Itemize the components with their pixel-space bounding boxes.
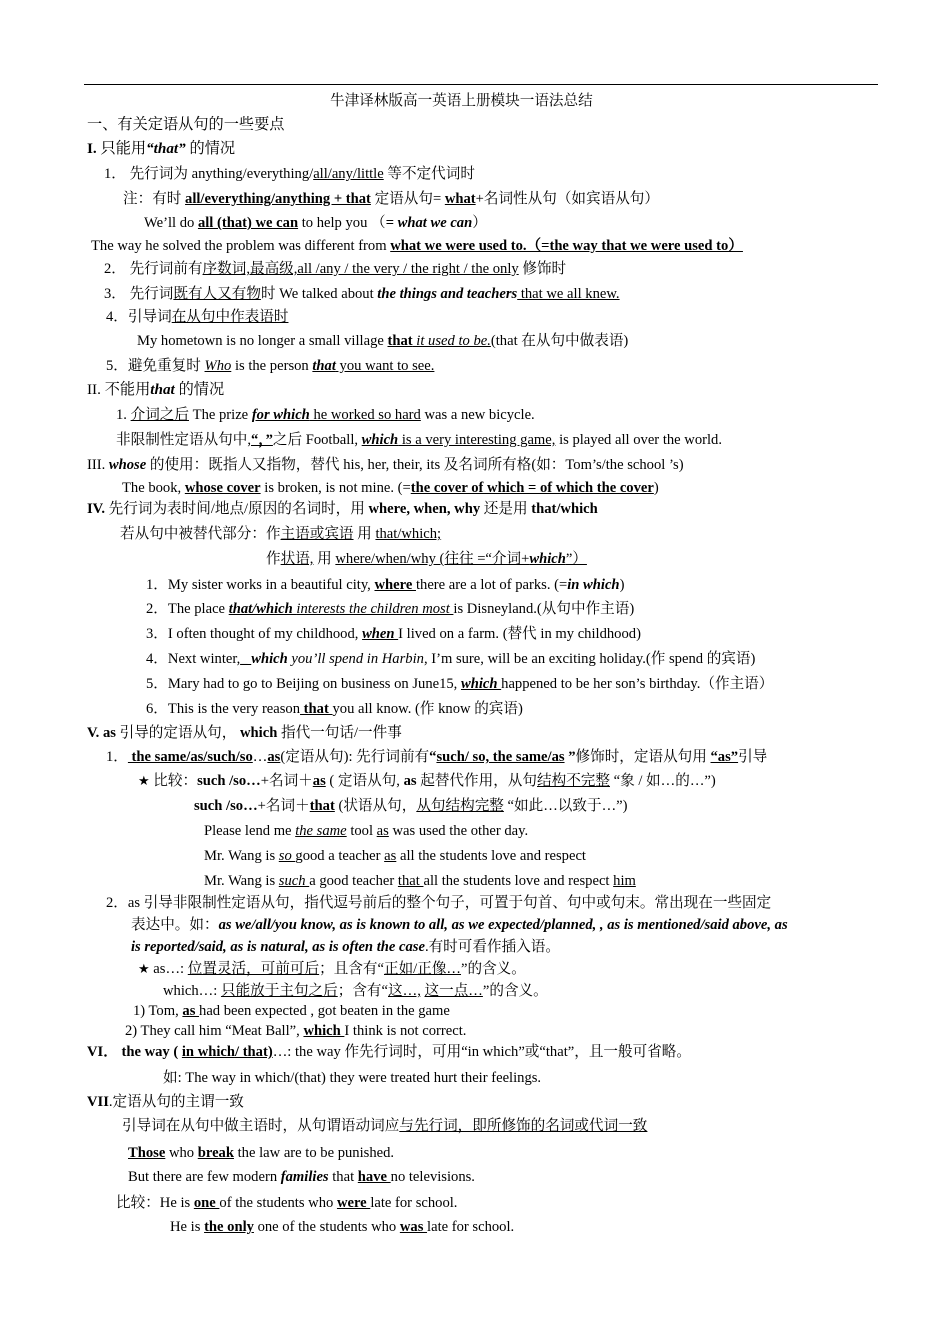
- example-18: He is the only one of the students who was late for school.: [170, 1219, 515, 1235]
- rule-2-2: 非限制性定语从句中,“，”之后 Football, which is a very interesting game, is played all over the world.: [116, 432, 722, 448]
- example-10: 6．This is the very reason that you all know. (作 know 的宾语): [146, 701, 523, 717]
- star-icon: ★: [138, 774, 150, 789]
- rule-1-4: 4．引导词在从句中作表语时: [106, 309, 289, 325]
- example-16: But there are few modern families that have no televisions.: [128, 1169, 475, 1185]
- rule-1-note: 注：有时 all/everything/anything + that 定语从句= what+名词性从句（如宾语从句）: [123, 191, 659, 207]
- rule-5-compare: ★ 比较：such /so…+名词＋as ( 定语从句, as 起替代作用，从句结构不完整 “象 / 如…的…”): [138, 773, 716, 789]
- rule-5-2-cont-2: is reported/said, as is natural, as is often the case.有时可看作插入语。: [131, 939, 560, 955]
- example-13: Mr. Wang is such a good teacher that all the students love and respect him: [204, 873, 636, 889]
- rule-4-sub2: 作状语, 用 where/when/why (往往 =“介词+which”）: [266, 551, 587, 567]
- page-title: 牛津译林版高一英语上册模块一语法总结: [330, 93, 593, 109]
- example-14: 如: The way in which/(that) they were treated hurt their feelings.: [163, 1070, 542, 1086]
- example-9: 5．Mary had to go to Beijing on business on June15, which happened to be her son’s birthday.（作主语）: [146, 676, 774, 692]
- rule-5-as: ★ as…: 位置灵活，可前可后；且含有“正如/正像…”的含义。: [138, 961, 526, 977]
- example-8: 4．Next winter,_ which you’ll spend in Harbin, I’m sure, will be an exciting holiday.(作 spend 的宾语): [146, 651, 756, 667]
- exercise-1: 1) Tom, as had been expected , got beaten in the game: [133, 1003, 450, 1019]
- rule-5-which: which…: 只能放于主句之后；含有“这…, 这一点…”的含义。: [163, 983, 548, 999]
- rule-1-2: 2． 先行词前有序数词,最高级,all /any / the very / the right / the only 修饰时: [104, 261, 567, 277]
- rule-5-1: 1． the same/as/such/so…as(定语从句): 先行词前有“such/ so, the same/as ”修饰时，定语从句用 “as”引导: [106, 749, 768, 765]
- rule-5-compare-2: such /so…+名词＋that (状语从句，从句结构完整 “如此…以致于…”): [194, 798, 628, 814]
- heading-5: V. as 引导的定语从句， which 指代一句话/一件事: [87, 725, 402, 741]
- star-icon: ★: [138, 962, 150, 977]
- rule-5-2-cont: 表达中。如：as we/all/you know, as is known to all, as we expected/planned, , as is mentioned/said above, as: [131, 917, 788, 933]
- example-12: Mr. Wang is so good a teacher as all the students love and respect: [204, 848, 586, 864]
- rule-4-sub1: 若从句中被替代部分：作主语或宾语 用 that/which;: [120, 526, 442, 542]
- rule-2-1: 1. 介词之后 The prize for which he worked so hard was a new bicycle.: [116, 407, 535, 423]
- example-7: 3．I often thought of my childhood, when I lived on a farm. (替代 in my childhood): [146, 626, 641, 642]
- heading-4: IV. 先行词为表时间/地点/原因的名词时，用 where, when, why 还是用 that/which: [87, 501, 598, 517]
- heading-3: III. whose 的使用：既指人又指物，替代 his, her, their, its 及名词所有格(如：Tom’s/the school ’s): [87, 457, 684, 473]
- rule-5-2: 2．as 引导非限制性定语从句，指代逗号前后的整个句子，可置于句首、句中或句末。常出现在一些固定: [106, 895, 772, 911]
- example-6: 2．The place that/which interests the children most is Disneyland.(从句中作主语): [146, 601, 635, 617]
- section-title: 一、有关定语从句的一些要点: [87, 116, 285, 133]
- example-17: 比较：He is one of the students who were late for school.: [116, 1195, 458, 1211]
- heading-6: VI． the way ( in which/ that)…: the way 作先行词时，可用“in which”或“that”，且一般可省略。: [87, 1044, 691, 1060]
- example-5: 1．My sister works in a beautiful city, where there are a lot of parks. (=in which): [146, 577, 625, 593]
- rule-1-3: 3． 先行词既有人又有物时 We talked about the things and teachers that we all knew.: [104, 286, 620, 302]
- example-15: Those who break the law are to be punished.: [128, 1145, 395, 1161]
- exercise-2: 2) They call him “Meat Ball”, which I think is not correct.: [125, 1023, 467, 1039]
- rule-1-1: 1． 先行词为 anything/everything/all/any/little 等不定代词时: [104, 166, 475, 182]
- rule-1-5: 5．避免重复时 Who is the person that you want to see.: [106, 358, 435, 374]
- rule-7: 引导词在从句中做主语时，从句谓语动词应与先行词，即所修饰的名词或代词一致: [122, 1118, 648, 1134]
- heading-1: I. 只能用“that” 的情况: [87, 140, 236, 157]
- example-1: We’ll do all (that) we can to help you （= what we can）: [144, 215, 487, 231]
- example-4: The book, whose cover is broken, is not mine. (=the cover of which = of which the cover): [122, 480, 659, 496]
- example-2: The way he solved the problem was different from what we were used to.（=the way that we were used to）: [91, 238, 743, 254]
- header-rule: [84, 84, 878, 85]
- example-3: My hometown is no longer a small village that it used to be.(that 在从句中做表语): [137, 333, 629, 349]
- example-11: Please lend me the same tool as was used the other day.: [204, 823, 529, 839]
- heading-7: VII.定语从句的主谓一致: [87, 1094, 244, 1110]
- heading-2: II. 不能用that 的情况: [87, 381, 225, 398]
